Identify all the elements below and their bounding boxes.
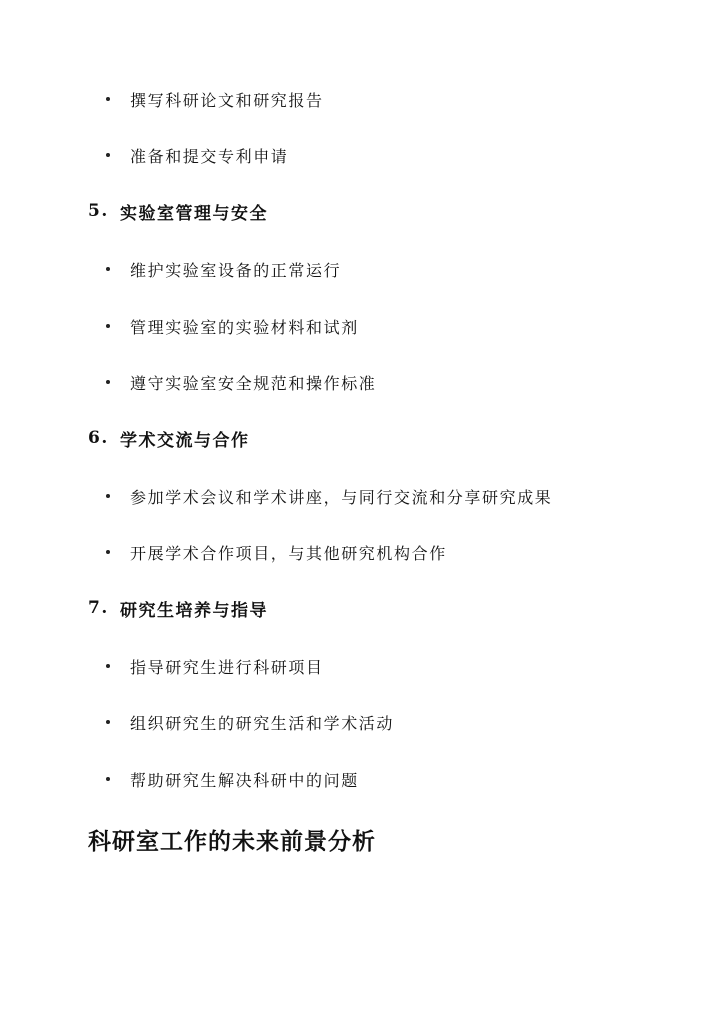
- list-item-text: 撰写科研论文和研究报告: [130, 90, 324, 110]
- list-item: [106, 484, 552, 508]
- list-item: [106, 314, 359, 338]
- list-item-text: 遵守实验室安全规范和操作标准: [130, 373, 377, 393]
- list-item-text: 指导研究生进行科研项目: [130, 657, 324, 677]
- list-item: [106, 654, 324, 678]
- bullet-icon: [106, 97, 110, 101]
- section-title: 实验室管理与安全: [120, 203, 268, 224]
- section-title: 研究生培养与指导: [120, 600, 268, 621]
- list-item: [106, 143, 288, 167]
- list-item-text: 开展学术合作项目，与其他研究机构合作: [130, 543, 447, 563]
- list-item-text: 组织研究生的研究生活和学术活动: [130, 713, 395, 733]
- list-item: [106, 87, 324, 111]
- section-heading: [88, 198, 268, 224]
- list-item-text: 管理实验室的实验材料和试剂: [130, 317, 359, 337]
- list-item-text: 参加学术会议和学术讲座，与同行交流和分享研究成果: [130, 487, 553, 507]
- bullet-icon: [106, 494, 110, 498]
- bullet-icon: [106, 777, 110, 781]
- section-heading: [88, 595, 268, 621]
- bullet-icon: [106, 720, 110, 724]
- list-item-text: 维护实验室设备的正常运行: [130, 260, 342, 280]
- section-number: 6.: [88, 428, 109, 448]
- bullet-icon: [106, 664, 110, 668]
- section-title: 学术交流与合作: [120, 430, 250, 451]
- list-item-text: 准备和提交专利申请: [130, 146, 289, 166]
- section-heading: [88, 425, 250, 451]
- list-item: [106, 767, 359, 791]
- section-number: 7.: [88, 598, 109, 618]
- bullet-icon: [106, 267, 110, 271]
- bullet-icon: [106, 550, 110, 554]
- list-item: [106, 370, 376, 394]
- list-item-text: 帮助研究生解决科研中的问题: [130, 770, 359, 790]
- bullet-icon: [106, 380, 110, 384]
- main-heading: 科研室工作的未来前景分析: [88, 827, 376, 855]
- list-item: [106, 540, 447, 564]
- list-item: [106, 710, 394, 734]
- section-number: 5.: [88, 201, 109, 221]
- bullet-icon: [106, 324, 110, 328]
- list-item: [106, 257, 341, 281]
- bullet-icon: [106, 153, 110, 157]
